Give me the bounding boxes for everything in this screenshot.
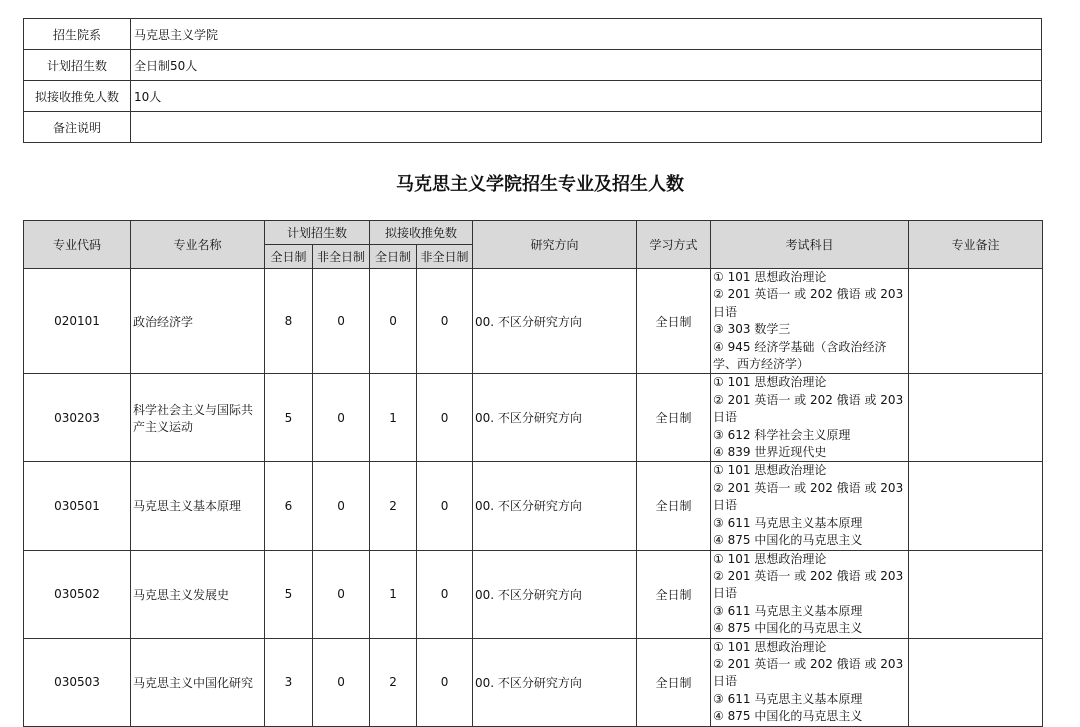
research-direction: 00. 不区分研究方向 [473,462,637,550]
plan-full: 6 [265,462,313,550]
tuimian-part: 0 [417,638,473,726]
subject-item: ③ 612 科学社会主义原理 [713,427,851,442]
tuimian-full: 2 [370,462,417,550]
subject-item: ④ 839 世界近现代史 [713,445,827,460]
info-row-plan [24,50,1042,81]
page-title: 马克思主义学院招生专业及招生人数 [396,174,684,195]
plan-full: 5 [265,374,313,462]
enrollment-info-table [23,18,1042,143]
major-remark [909,269,1043,374]
subject-item: ② 201 英语一 或 202 俄语 或 203 日语 [713,568,904,601]
plan-full: 5 [265,550,313,638]
major-code: 030501 [24,462,131,550]
tuimian-full: 2 [370,638,417,726]
study-mode: 全日制 [637,269,711,374]
plan-full: 8 [265,269,313,374]
exam-subjects [711,550,909,638]
major-remark [909,462,1043,550]
tuimian-full: 1 [370,550,417,638]
major-code: 030503 [24,638,131,726]
major-remark [909,374,1043,462]
plan-part: 0 [313,462,370,550]
header-code: 专业代码 [24,221,131,269]
header-plan-full: 全日制 [265,245,313,269]
header-remark: 专业备注 [909,221,1043,269]
subject-item: ④ 875 中国化的马克思主义 [713,709,863,724]
subject-item: ③ 611 马克思主义基本原理 [713,515,863,530]
subject-item: ③ 611 马克思主义基本原理 [713,603,863,618]
subject-item: ③ 611 马克思主义基本原理 [713,691,863,706]
info-value: 全日制50人 [131,50,1042,81]
major-name: 政治经济学 [131,269,265,374]
tuimian-part: 0 [417,269,473,374]
info-row-department [24,19,1042,50]
info-row-tuimian [24,81,1042,112]
subject-item: ① 101 思想政治理论 [713,551,827,566]
tuimian-part: 0 [417,374,473,462]
plan-part: 0 [313,638,370,726]
subject-item: ① 101 思想政治理论 [713,270,827,284]
info-label: 计划招生数 [24,50,131,81]
header-plan: 计划招生数 [265,221,370,245]
major-name: 马克思主义中国化研究 [131,638,265,726]
study-mode: 全日制 [637,638,711,726]
research-direction: 00. 不区分研究方向 [473,374,637,462]
research-direction: 00. 不区分研究方向 [473,638,637,726]
header-plan-part: 非全日制 [313,245,370,269]
table-row [24,462,1043,550]
tuimian-part: 0 [417,550,473,638]
info-label: 拟接收推免人数 [24,81,131,112]
plan-full: 3 [265,638,313,726]
info-value: 马克思主义学院 [131,19,1042,50]
info-row-remark [24,112,1042,143]
info-value: 10人 [131,81,1042,112]
major-name: 马克思主义基本原理 [131,462,265,550]
table-row [24,638,1043,726]
subject-item: ① 101 思想政治理论 [713,375,827,390]
research-direction: 00. 不区分研究方向 [473,550,637,638]
major-name: 科学社会主义与国际共产主义运动 [131,374,265,462]
major-code: 030203 [24,374,131,462]
plan-part: 0 [313,550,370,638]
major-remark [909,550,1043,638]
exam-subjects [711,269,909,374]
header-name: 专业名称 [131,221,265,269]
study-mode: 全日制 [637,550,711,638]
header-tuimian-full: 全日制 [370,245,417,269]
table-row [24,374,1043,462]
plan-part: 0 [313,269,370,374]
major-remark [909,638,1043,726]
major-name: 马克思主义发展史 [131,550,265,638]
info-label: 备注说明 [24,112,131,143]
tuimian-part: 0 [417,462,473,550]
exam-subjects [711,374,909,462]
header-tuimian: 拟接收推免数 [370,221,473,245]
study-mode: 全日制 [637,462,711,550]
table-row [24,550,1043,638]
tuimian-full: 1 [370,374,417,462]
exam-subjects [711,638,909,726]
subject-item: ③ 303 数学三 [713,322,791,337]
tuimian-full: 0 [370,269,417,374]
subject-item: ② 201 英语一 或 202 俄语 或 203 日语 [713,287,904,319]
subject-item: ② 201 英语一 或 202 俄语 或 203 日语 [713,656,904,689]
header-tuimian-part: 非全日制 [417,245,473,269]
plan-part: 0 [313,374,370,462]
header-direction: 研究方向 [473,221,637,269]
subject-item: ④ 875 中国化的马克思主义 [713,621,863,636]
major-code: 030502 [24,550,131,638]
subject-item: ② 201 英语一 或 202 俄语 或 203 日语 [713,480,904,513]
exam-subjects [711,462,909,550]
subject-item: ① 101 思想政治理论 [713,463,827,478]
header-mode: 学习方式 [637,221,711,269]
major-code: 020101 [24,269,131,374]
header-subjects: 考试科目 [711,221,909,269]
info-label: 招生院系 [24,19,131,50]
subject-item: ① 101 思想政治理论 [713,639,827,654]
table-row [24,269,1043,374]
info-value [131,112,1042,143]
subject-item: ② 201 英语一 或 202 俄语 或 203 日语 [713,392,904,425]
subject-item: ④ 945 经济学基础（含政治经济学、西方经济学） [713,339,887,372]
research-direction: 00. 不区分研究方向 [473,269,637,374]
majors-table [23,220,1043,727]
study-mode: 全日制 [637,374,711,462]
subject-item: ④ 875 中国化的马克思主义 [713,533,863,548]
